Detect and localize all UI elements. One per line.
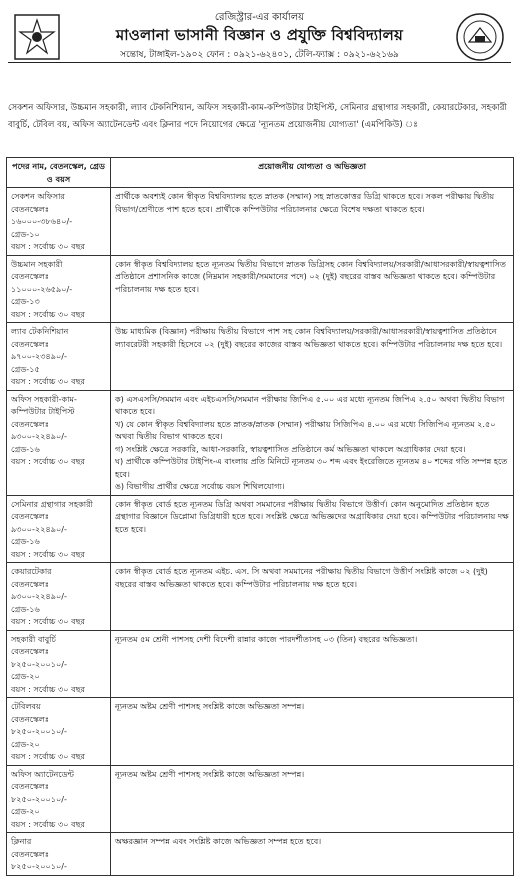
qualification-text: ঘ) প্রার্থীকে কম্পিউটার টাইপিং-এ বাংলায় প্রতি মিনিটে ন্যূনতম ৩০ শব্দ এবং ইংরেজিতে ন্যূনতম ৪০ শব্দের গতি সম্পন্ন হতে হবে।: [115, 456, 508, 479]
post-detail: উচ্চমান সহকারী: [11, 258, 63, 269]
qualification-cell: [111, 255, 514, 323]
table-row: [7, 255, 514, 323]
post-detail: বয়স : সর্বোচ্চ ৩০ বছর: [11, 376, 85, 386]
table-row: [7, 698, 514, 766]
post-cell: [7, 765, 111, 833]
post-cell: [7, 255, 111, 323]
post-cell: [7, 563, 111, 631]
intro-paragraph: সেকশন অফিসার, উচ্চমান সহকারী, ল্যাব টেকনিশিয়ান, অফিস সহকারী-কাম-কম্পিউটার টাইপিস্ট, সেমিনার গ্রন্থাগার সহকারী, কেয়ারটেকার, সহকারী বাবুর্চি, টেবিল বয়, অফিস অ্যাটেনডেন্ট এবং ক্লিনার পদে নিয়োগের ক্ষেত্রে 'ন্যূনতম প্রয়োজনীয় যোগ্যতা' (এমপিকিউ) ঃ: [8, 103, 507, 130]
post-cell: [7, 495, 111, 563]
post-detail: বয়স : সর্বোচ্চ ৩০ বছর: [11, 751, 85, 761]
qualification-text: ন্যূনতম অষ্টম শ্রেণী পাশসহ সংশ্লিষ্ট কাজে অভিজ্ঞতা সম্পন্ন।: [115, 701, 305, 711]
table-body: [7, 188, 514, 876]
post-cell: [7, 188, 111, 256]
table-row: [7, 833, 514, 876]
post-cell: [7, 630, 111, 698]
post-cell: [7, 390, 111, 495]
qualification-table: [6, 157, 514, 876]
post-detail: বেতনস্কেলঃ ১৬০০০-৩৮৬৪০/-: [11, 203, 73, 226]
post-detail: গ্রেড-২০: [11, 671, 40, 681]
university-address: সন্তোষ, টাঙ্গাইল-১৯০২ ফোন : ০৯২১-৬২৪০১, টেলি-ফ্যাক্স : ০৯২১-৬২১৬৯: [120, 50, 399, 60]
post-detail: বয়স : সর্বোচ্চ ৩০ বছর: [11, 818, 85, 829]
qualification-text: অক্ষরজ্ঞান সম্পন্ন এবং সংশ্লিষ্ট কাজে অভিজ্ঞতা সম্পন্ন হতে হবে।: [115, 836, 322, 846]
qualification-text: কোন স্বীকৃত বোর্ড হতে ন্যূনতম এইচ. এস. সি অথবা সমমানের পরীক্ষায় দ্বিতীয় বিভাগে উত্তীর্ণ সংশ্লিষ্ট কাজে ০২ (দুই) বছরের বাস্তব অভিজ্ঞতা থাকতে হবে। কম্পিউটার পরিচালনায় দক্ষ হতে হবে।: [115, 566, 488, 589]
post-detail: বেতনস্কেলঃ ৮২৫০-২০০১০/-: [11, 781, 67, 804]
post-detail: বয়স : সর্বোচ্চ ৩০ বছর: [11, 683, 85, 694]
registrar-office-label: রেজিস্ট্রার-এর কার্যালয়: [214, 12, 305, 23]
qualification-cell: [111, 323, 514, 391]
qualification-cell: [111, 630, 514, 698]
letterhead: [0, 0, 519, 90]
qualification-text: গ) সংশ্লিষ্ট ক্ষেত্রে সরকারি, আধা-সরকারি, স্বায়ত্বশাসিত প্রতিষ্ঠানে কর্ম অভিজ্ঞতা থাকলে অগ্রাধিকার দেয়া হবে।: [115, 443, 466, 454]
post-detail: গ্রেড-১৬: [11, 603, 40, 614]
post-detail: বেতনস্কেলঃ ৮২৫০-২০০১০/-: [11, 646, 67, 669]
post-detail: বয়স : সর্বোচ্চ ৩০ বছর: [11, 308, 85, 319]
table-row: [7, 495, 514, 563]
qualification-text: উচ্চ মাধ্যমিক (বিজ্ঞান) পরীক্ষায় দ্বিতীয় বিভাগে পাশ সহ কোন বিশ্ববিদ্যালয়/সরকারী/আধাসরকারী/স্বায়ত্বশাসিত প্রতিষ্ঠানে ল্যাবরেটরী সহকারী হিসেবে ০২ (দুই) বছরের কাজের বাস্তব অভিজ্ঞতা থাকতে হবে। কম্পিউটার পরিচালনায় দক্ষ হতে হবে।: [115, 326, 503, 349]
qualification-cell: [111, 188, 514, 256]
table-row: [7, 563, 514, 631]
post-detail: অফিস সহকারী-কাম-কম্পিউটার টাইপিস্ট: [11, 393, 77, 416]
qualification-cell: [111, 563, 514, 631]
post-detail: ল্যাব টেকনিশিয়ান: [11, 326, 69, 336]
emblem-seal-icon: [455, 12, 505, 62]
qualification-text: খ) যে কোন স্বীকৃত বিশ্ববিদ্যালয় হতে স্নাতক/স্নাতক (সম্মান) পরীক্ষায় সিজিপিএ ৪.০০ এর মধ্যে সিজিপিএ ন্যূনতম ২.৫০ অথবা দ্বিতীয় বিভাগ থাকতে হবে।: [115, 418, 496, 441]
post-detail: বেতনস্কেলঃ ৯৭০০-২৩৪৯০/-: [11, 338, 67, 361]
qualification-text: ক) এসএসসি/সমমান এবং এইচএসসি/সমমান পরীক্ষায় জিপিএ ৫.০০ এর মধ্যে ন্যূনতম জিপিএ ২.৫০ অথবা দ্বিতীয় বিভাগ থাকতে হবে।: [115, 393, 505, 416]
qualification-text: কোন স্বীকৃত বিশ্ববিদ্যালয় হতে ন্যূনতম দ্বিতীয় বিভাগে স্নাতক ডিগ্রিসহ কোন বিশ্ববিদ্যালয়/সরকারী/আধাসরকারী/স্বায়ত্বশাসিত প্রতিষ্ঠানে প্রশাসনিক কাজে (নিম্নমান সহকারী/সমমানের পদে) ০২ (দুই) বছরের বাস্তব অভিজ্ঞতা থাকতে হবে। কম্পিউটার পরিচালনায় দক্ষ হতে হবে।: [115, 258, 506, 294]
qualification-cell: [111, 698, 514, 766]
post-cell: [7, 833, 111, 876]
post-detail: অফিস অ্যাটেনডেন্ট: [11, 768, 74, 779]
post-detail: বেতনস্কেলঃ ৯৩০০-২২৪৯০/-: [11, 578, 67, 601]
qualification-text: ঙ) বিভাগীয় প্রার্থীর ক্ষেত্রে সর্বোচ্চ বয়স শিথিলযোগ্য।: [115, 481, 285, 491]
qualification-text: ন্যূনতম অষ্টম শ্রেণী পাশসহ সংশ্লিষ্ট কাজে অভিজ্ঞতা সম্পন্ন।: [115, 768, 305, 779]
qualification-cell: [111, 765, 514, 833]
post-detail: গ্রেড-২০: [11, 738, 40, 749]
table-row: [7, 323, 514, 391]
qualification-cell: [111, 495, 514, 563]
header-divider: [8, 62, 511, 63]
post-detail: বেতনস্কেলঃ ৯৩০০-২২৪৯০/-: [11, 418, 67, 441]
post-detail: সেমিনার গ্রন্থাগার সহকারী: [11, 498, 93, 509]
post-cell: [7, 698, 111, 766]
post-detail: কেয়ারটেকার: [11, 566, 52, 576]
university-name: মাওলানা ভাসানী বিজ্ঞান ও প্রযুক্তি বিশ্ববিদ্যালয়: [115, 26, 404, 44]
post-detail: গ্রেড-১৫: [11, 363, 40, 374]
post-detail: গ্রেড-২০: [11, 806, 40, 816]
post-detail: গ্রেড-১৩: [11, 296, 40, 306]
qualification-column-header: প্রয়োজনীয় যোগ্যতা ও অভিজ্ঞতা: [111, 158, 514, 188]
post-column-header: পদের নাম, বেতনস্কেল, গ্রেড ও বয়স: [7, 158, 111, 188]
table-row: [7, 390, 514, 495]
post-detail: সেকশন অফিসার: [11, 191, 65, 201]
qualification-text: কোন স্বীকৃত বোর্ড হতে ন্যূনতম ডিগ্রি অথবা সমমানের পরীক্ষায় দ্বিতীয় বিভাগে উত্তীর্ণ। কোন অনুমোদিত প্রতিষ্ঠান হতে গ্রন্থাগার বিজ্ঞানে ডিপ্লোমা ডিগ্রিধারী হতে হবে। সংশ্লিষ্ট ক্ষেত্রে অভিজ্ঞদের অগ্রাধিকার দেয়া হবে। কম্পিউটার পরিচালনায় দক্ষ হতে হবে।: [115, 498, 509, 534]
table-header-row: [7, 158, 514, 188]
post-detail: ক্লিনার: [11, 836, 32, 846]
post-detail: বয়স : সর্বোচ্চ ৩০ বছর: [11, 241, 85, 251]
post-detail: বয়স : সর্বোচ্চ ৩০ বছর: [11, 456, 85, 466]
table-row: [7, 765, 514, 833]
table-row: [7, 188, 514, 256]
post-detail: বেতনস্কেলঃ ১১০০০-২৬৫৯০/-: [11, 271, 73, 294]
post-detail: টেবিলবয়: [11, 701, 41, 711]
post-cell: [7, 323, 111, 391]
qualification-cell: [111, 833, 514, 876]
post-detail: গ্রেড-১০: [11, 228, 40, 239]
post-detail: বেতনস্কেলঃ ৮২৫০-২০০১০/-: [11, 848, 67, 871]
post-detail: বয়স : সর্বোচ্চ ৩০ বছর: [11, 616, 85, 626]
post-detail: গ্রেড-১৬: [11, 443, 40, 454]
table-row: [7, 630, 514, 698]
post-detail: বেতনস্কেলঃ ৮২৫০-২০০১০/-: [11, 713, 67, 736]
post-detail: গ্রেড-১৬: [11, 536, 40, 546]
post-detail: বয়স : সর্বোচ্চ ৩০ বছর: [11, 548, 85, 559]
post-detail: সহকারী বাবুর্চি: [11, 633, 56, 644]
post-detail: বেতনস্কেলঃ ৯৩০০-২২৪৯০/-: [11, 511, 67, 534]
qualification-text: ন্যূনতম ৫ম শ্রেনী পাশসহ দেশী বিদেশী রান্নার কাজে পারদর্শীতাসহ ০৩ (তিন) বছরের অভিজ্ঞতা।: [115, 633, 418, 644]
qualification-text: প্রার্থীকে অবশ্যই কোন স্বীকৃত বিশ্ববিদ্যালয় হতে স্নাতক (সম্মান) সহ স্নাতকোত্তর ডিগ্রি থাকতে হবে। সকল পরীক্ষায় দ্বিতীয় বিভাগ/শ্রেণীতে পাশ হতে হবে। প্রার্থীকে কম্পিউটার পরিচালনার ক্ষেত্রে বিশেষ দক্ষতা থাকতে হবে।: [115, 191, 495, 214]
qualification-cell: [111, 390, 514, 495]
